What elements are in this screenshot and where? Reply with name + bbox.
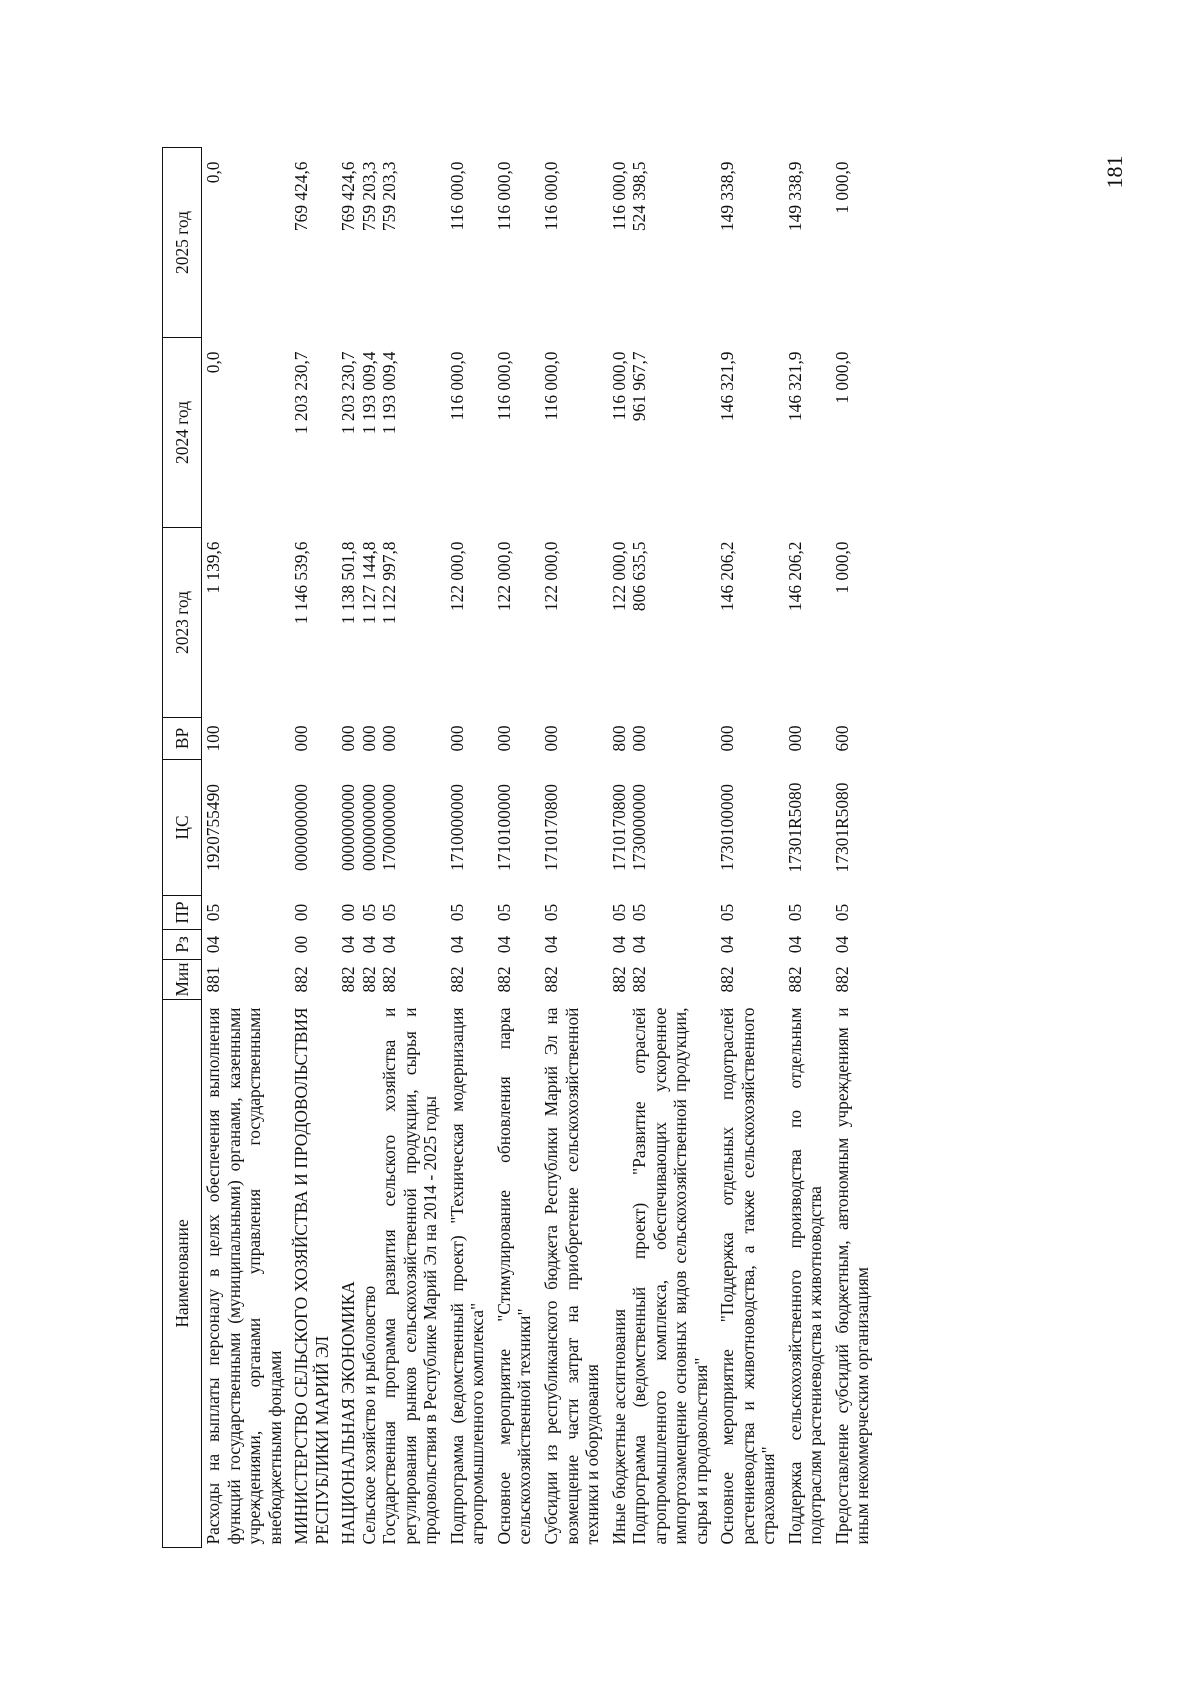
row-rz: 00: [291, 935, 312, 954]
row-2024: 146 321,9: [717, 351, 738, 422]
table-row: [493, 148, 540, 1548]
row-cs: 17301R5080: [784, 782, 805, 873]
row-rz: 04: [784, 935, 805, 954]
header-cs: ЦС: [163, 760, 202, 896]
table-row: [290, 148, 337, 1548]
row-2023: 146 206,2: [717, 541, 738, 612]
row-cs: 1730000000: [629, 784, 650, 871]
table-row: [540, 148, 608, 1548]
row-pr: 00: [291, 903, 312, 922]
row-2024: 961 967,7: [629, 351, 650, 422]
row-2025: 1 000,0: [831, 161, 852, 214]
header-vr: ВР: [163, 718, 202, 760]
header-rz: Рз: [163, 930, 202, 960]
row-min: 882: [446, 966, 467, 993]
table-row: [446, 148, 493, 1548]
header-min: Мин: [163, 960, 202, 1000]
row-2024: 116 000,0: [446, 351, 467, 421]
row-name: Основное мероприятие "Стимулирование обновления парка сельскохозяйственной техники": [493, 1007, 535, 1545]
row-min: 881: [203, 966, 223, 993]
row-name: Расходы на выплаты персоналу в целях обеспечения выполнения функций государственными (муниципальными) органами, казенными учреждениями, органами управления государственными внебюджетными фондами: [203, 1007, 285, 1545]
row-vr: 000: [493, 725, 514, 752]
row-2025: 759 203,3: [379, 161, 400, 232]
row-pr: 05: [717, 903, 738, 922]
row-cs: 1920755490: [203, 784, 223, 871]
header-name: Наименование: [163, 1000, 202, 1548]
row-cs: 0000000000: [338, 784, 359, 871]
row-rz: 04: [717, 935, 738, 954]
row-2023: 146 206,2: [784, 541, 805, 612]
row-2023: 1 138 501,8: [338, 541, 359, 625]
row-name-line: НАЦИОНАЛЬНАЯ ЭКОНОМИКА: [338, 1281, 359, 1545]
table-row: [784, 148, 831, 1548]
table-row: [202, 148, 291, 1548]
row-2024: 116 000,0: [540, 351, 561, 421]
row-name: Основное мероприятие "Поддержка отдельных подотраслей растениеводства и животноводства, а также сельскохозяйственного страхования": [717, 1007, 779, 1545]
row-2025: 116 000,0: [540, 161, 561, 231]
table-row: [716, 148, 784, 1548]
row-pr: 05: [203, 903, 223, 922]
row-min: 882: [629, 966, 650, 993]
row-min: 882: [358, 966, 379, 993]
row-pr: 05: [540, 903, 561, 922]
row-2024: 116 000,0: [608, 351, 629, 421]
row-min: 882: [379, 966, 400, 993]
row-2025: 116 000,0: [608, 161, 629, 231]
row-rz: 04: [831, 935, 852, 954]
row-vr: 000: [784, 725, 805, 752]
row-rz: 04: [379, 935, 400, 954]
row-name: [608, 1000, 717, 1548]
row-rz: 04: [358, 935, 379, 954]
row-2025: 149 338,9: [784, 161, 805, 232]
row-name-line: Сельское хозяйство и рыболовство: [358, 1285, 379, 1545]
row-2025: 769 424,6: [291, 161, 312, 232]
row-rz: 04: [203, 935, 223, 954]
row-cs: 17301R5080: [831, 782, 852, 873]
row-vr: 000: [717, 725, 738, 752]
rotated-table-sheet: [162, 148, 1092, 1548]
row-name: Субсидии из республиканского бюджета Республики Марий Эл на возмещение части затрат на приобретение сельскохозяйственной техники и оборудования: [540, 1007, 603, 1545]
row-pr: 05: [831, 903, 852, 922]
row-rz: 04: [338, 935, 359, 954]
row-2024: 1 203 230,7: [338, 351, 359, 435]
row-name: [337, 1000, 446, 1548]
header-pr: ПР: [163, 896, 202, 930]
row-2024: 116 000,0: [493, 351, 514, 421]
row-2025: 116 000,0: [493, 161, 514, 231]
row-2023: 1 146 539,6: [291, 541, 312, 625]
row-min: 882: [493, 966, 514, 993]
row-2023: 122 000,0: [493, 541, 514, 612]
row-vr: 000: [379, 725, 400, 752]
row-2025: 116 000,0: [446, 161, 467, 231]
row-vr: 000: [629, 725, 650, 752]
row-min: 882: [540, 966, 561, 993]
row-min: 882: [784, 966, 805, 993]
header-2024: 2024 год: [163, 338, 202, 528]
table-row: [831, 148, 878, 1548]
row-pr: 05: [379, 903, 400, 922]
row-min: 882: [291, 966, 312, 993]
table-row: [337, 148, 446, 1548]
row-pr: 05: [784, 903, 805, 922]
row-2024: 1 000,0: [831, 351, 852, 404]
row-pr: 05: [446, 903, 467, 922]
row-min: 882: [338, 966, 359, 993]
row-name: Подпрограмма (ведомственный проект) "Техническая модернизация агропромышленного комплекса": [446, 1007, 488, 1545]
row-rz: 04: [629, 935, 650, 954]
row-2025: 524 398,5: [629, 161, 650, 232]
row-name-line: Подпрограмма (ведомственный проект) "Развитие отраслей агропромышленного комплекса, обеспечивающих ускоренное импортозамещение основных видов сельскохозяйственной продукции, сырья и продовольствия": [629, 1007, 711, 1545]
row-2023: 122 000,0: [540, 541, 561, 612]
row-pr: 05: [358, 903, 379, 922]
row-2023: 1 122 997,8: [379, 541, 400, 625]
row-pr: 05: [493, 903, 514, 922]
row-2025: 759 203,3: [358, 161, 379, 232]
row-cs: 0000000000: [358, 784, 379, 871]
header-2023: 2023 год: [163, 528, 202, 718]
row-min: 882: [608, 966, 629, 993]
row-pr: 05: [629, 903, 650, 922]
row-vr: 600: [831, 725, 852, 752]
row-cs: 1730100000: [717, 784, 738, 871]
row-2023: 1 127 144,8: [358, 541, 379, 625]
budget-table: [162, 147, 878, 1548]
row-cs: 1710170800: [540, 784, 561, 871]
row-min: 882: [717, 966, 738, 993]
row-2023: 122 000,0: [446, 541, 467, 612]
row-cs: 0000000000: [291, 784, 312, 871]
row-vr: 800: [608, 725, 629, 752]
row-vr: 100: [203, 725, 223, 752]
row-vr: 000: [358, 725, 379, 752]
row-rz: 04: [446, 935, 467, 954]
row-pr: 05: [608, 903, 629, 922]
row-cs: 1710100000: [493, 784, 514, 871]
row-min: 882: [831, 966, 852, 993]
row-rz: 04: [493, 935, 514, 954]
row-name-line: Государственная программа развития сельского хозяйства и регулирования рынков сельскохозяйственной продукции, сырья и продовольствия в Республике Марий Эл на 2014 - 2025 годы: [379, 1007, 441, 1545]
row-cs: 1710000000: [446, 784, 467, 871]
row-2023: 806 635,5: [629, 541, 650, 612]
header-2025: 2025 год: [163, 148, 202, 338]
row-2023: 122 000,0: [608, 541, 629, 612]
row-2025: 769 424,6: [338, 161, 359, 232]
row-rz: 04: [608, 935, 629, 954]
row-vr: 000: [540, 725, 561, 752]
row-name: МИНИСТЕРСТВО СЕЛЬСКОГО ХОЗЯЙСТВА И ПРОДОВОЛЬСТВИЯ РЕСПУБЛИКИ МАРИЙ ЭЛ: [291, 1007, 332, 1545]
row-2024: 1 193 009,4: [379, 351, 400, 435]
row-2024: 0,0: [203, 351, 223, 374]
row-name: Поддержка сельскохозяйственного производства по отдельным подотраслям растениеводства и животноводства: [784, 1007, 826, 1545]
table-header-row: [163, 148, 202, 1548]
row-cs: 1710170800: [608, 784, 629, 871]
row-2024: 146 321,9: [784, 351, 805, 422]
row-vr: 000: [291, 725, 312, 752]
row-vr: 000: [446, 725, 467, 752]
row-cs: 1700000000: [379, 784, 400, 871]
row-2024: 1 203 230,7: [291, 351, 312, 435]
row-2025: 149 338,9: [717, 161, 738, 232]
row-pr: 00: [338, 903, 359, 922]
row-rz: 04: [540, 935, 561, 954]
row-2023: 1 139,6: [203, 541, 223, 594]
row-2023: 1 000,0: [831, 541, 852, 594]
row-2025: 0,0: [203, 161, 223, 184]
page-number: 181: [1102, 155, 1127, 189]
table-row: [608, 148, 717, 1548]
row-name-line: Иные бюджетные ассигнования: [608, 1309, 629, 1545]
row-2024: 1 193 009,4: [358, 351, 379, 435]
row-vr: 000: [338, 725, 359, 752]
row-name: Предоставление субсидий бюджетным, автономным учреждениям и иным некоммерческим организациям: [831, 1007, 873, 1545]
